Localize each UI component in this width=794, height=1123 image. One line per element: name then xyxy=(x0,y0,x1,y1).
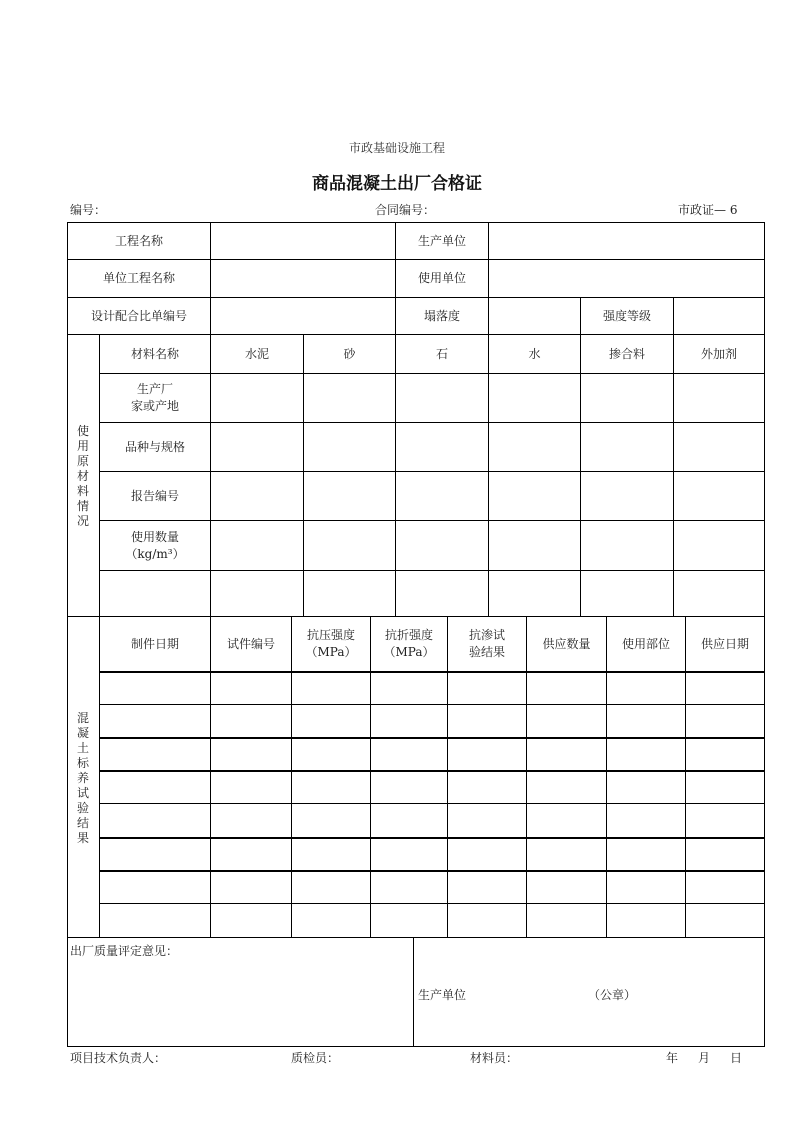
unit-project-name-field[interactable] xyxy=(211,260,395,297)
material-header-additive: 外加剂 xyxy=(700,346,737,361)
material-row-report-number: 报告编号 xyxy=(130,488,179,503)
quality-opinion-label: 出厂质量评定意见： xyxy=(70,944,179,958)
material-row-usage: 使用数量 （kg/m³） xyxy=(125,529,185,561)
user-unit-field[interactable] xyxy=(489,260,764,297)
material-row-origin: 生产厂 家或产地 xyxy=(130,382,179,413)
material-header-sand: 砂 xyxy=(343,346,356,361)
form-code: 市政证— 6 xyxy=(678,203,738,217)
slump-label: 塌落度 xyxy=(423,308,460,323)
project-name-field[interactable] xyxy=(211,223,395,259)
slump-field[interactable] xyxy=(489,298,580,334)
test-header-compressive: 抗压强度 （MPa） xyxy=(305,628,357,659)
material-staff-label: 材料员： xyxy=(470,1051,519,1065)
test-section-label: 混凝土标养试验结果 xyxy=(76,711,89,845)
mix-design-number-label: 设计配合比单编号 xyxy=(90,308,187,323)
mix-design-number-field[interactable] xyxy=(211,298,395,334)
material-header-water: 水 xyxy=(528,346,541,361)
unit-project-name-label: 单位工程名称 xyxy=(102,271,175,285)
material-header-cement: 水泥 xyxy=(244,346,269,361)
material-row-blank xyxy=(100,571,210,616)
material-row-spec: 品种与规格 xyxy=(124,439,185,454)
number-label: 编号： xyxy=(70,203,107,217)
strength-grade-label: 强度等级 xyxy=(602,308,651,323)
page-title: 商品混凝土出厂合格证 xyxy=(312,174,482,194)
test-header-specimen-no: 试件编号 xyxy=(226,636,275,651)
test-header-date: 制件日期 xyxy=(130,636,179,651)
material-header-admixture: 掺合料 xyxy=(608,346,645,361)
test-header-usage-part: 使用部位 xyxy=(621,636,670,651)
material-header-stone: 石 xyxy=(435,346,448,361)
date-day-label: 日 xyxy=(730,1051,743,1065)
strength-grade-field[interactable] xyxy=(674,298,764,334)
tech-lead-label: 项目技术负责人： xyxy=(70,1051,167,1065)
test-header-supply-date: 供应日期 xyxy=(700,636,749,651)
producer-field[interactable] xyxy=(489,223,764,259)
user-unit-label: 使用单位 xyxy=(417,271,466,285)
evaluation-producer-label: 生产单位 xyxy=(418,988,467,1002)
project-name-label: 工程名称 xyxy=(114,233,163,248)
test-header-supply-qty: 供应数量 xyxy=(542,636,591,651)
date-year-label: 年 xyxy=(666,1051,679,1065)
materials-section-label: 使用原材料情况 xyxy=(76,424,89,528)
date-month-label: 月 xyxy=(698,1051,711,1065)
test-header-impermeability: 抗渗试 验结果 xyxy=(468,628,505,659)
producer-label: 生产单位 xyxy=(417,233,466,248)
seal-label: （公章） xyxy=(588,988,637,1002)
quality-opinion-field[interactable] xyxy=(70,960,410,1044)
contract-number-label: 合同编号： xyxy=(375,203,436,217)
test-header-flexural: 抗折强度 （MPa） xyxy=(383,628,435,659)
material-header-name: 材料名称 xyxy=(130,346,179,361)
inspector-label: 质检员： xyxy=(291,1051,340,1065)
form-subtitle: 市政基础设施工程 xyxy=(348,141,445,155)
